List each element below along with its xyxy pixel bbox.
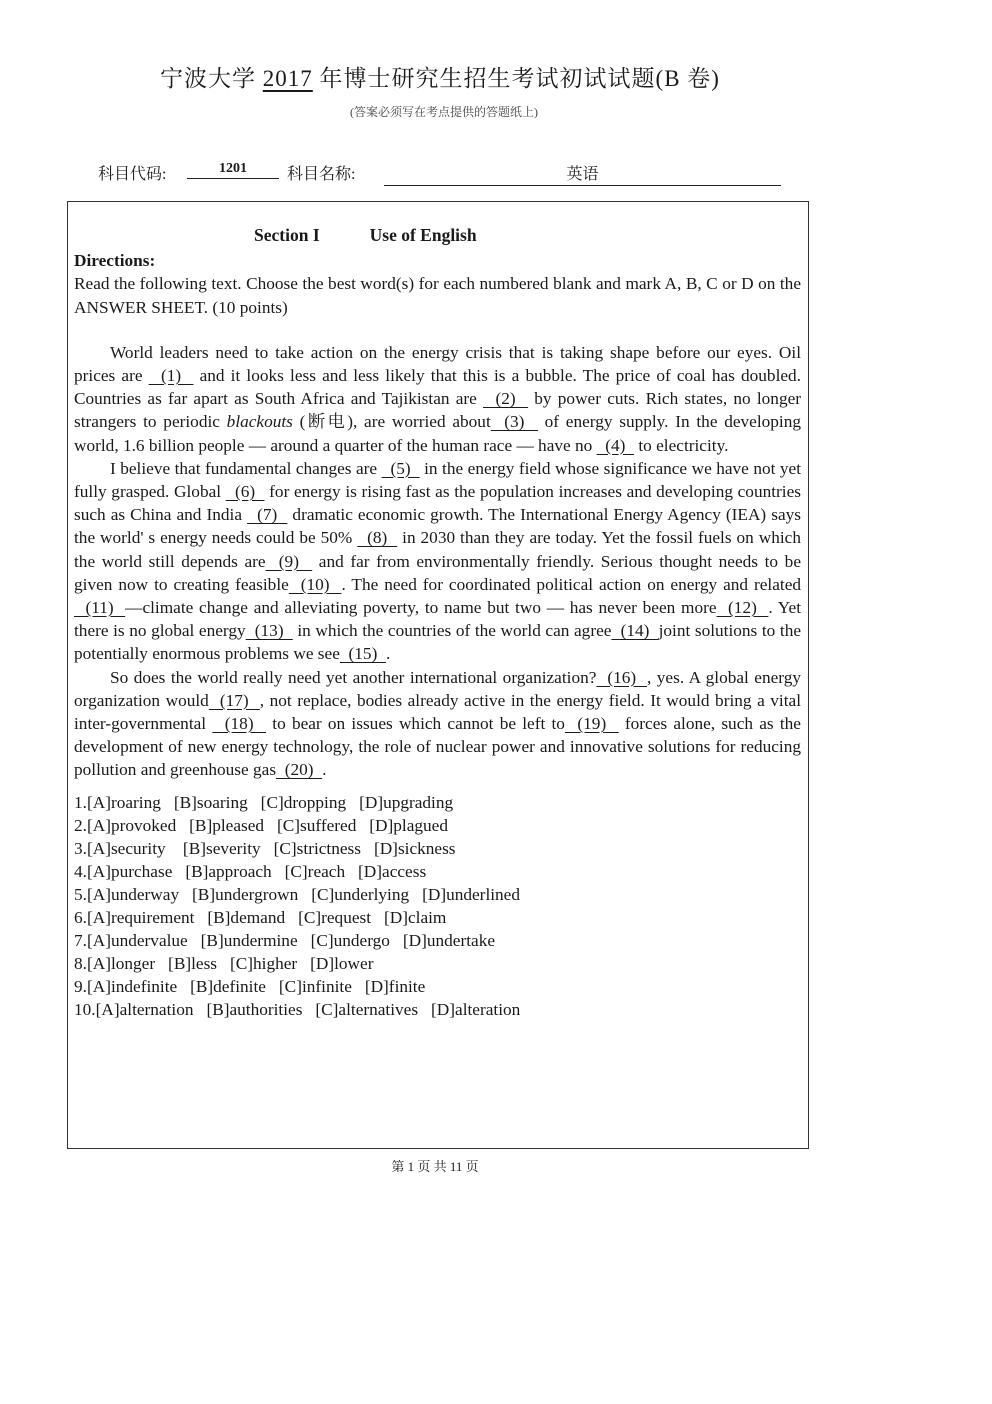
option-row-1: 1.[A]roaring [B]soaring [C]dropping [D]upgrading (74, 792, 454, 812)
passage-paragraph-2: I believe that fundamental changes are (5) in the energy field whose significance we have not yet fully grasped. Global (6) for energy is rising fast as the population increases and developing countries such as China and India (7) dramatic economic growth. The International Energy Agency (IEA) says the world' s energy needs could be 50% (8) in 2030 than they are today. Yet the fossil fuels on which the world still depends are (9) and far from environmentally friendly. Serious thought needs to be given now to creating feasible (10) . The need for coordinated political action on energy and related (11) —climate change and alleviating poverty, to name but two — has never been more (12) . Yet there is no global energy (13) in which the countries of the world can agree (14) joint solutions to the potentially enormous problems we see (15) . (74, 458, 802, 664)
blank-7: (7) (247, 505, 288, 525)
blank-16: (16) (596, 667, 648, 687)
directions-text: Read the following text. Choose the best word(s) for each numbered blank and mark A, B, C or D on the ANSWER SHEET. (10 points) (74, 274, 801, 317)
answer-instruction: (答案必须写在考点提供的答题纸上) (350, 105, 538, 119)
exam-year: 2017 (262, 66, 313, 91)
blank-6: (6) (225, 482, 265, 502)
blank-5: (5) (381, 458, 420, 478)
subject-name-value: 英语 (384, 161, 781, 186)
option-row-9: 9.[A]indefinite [B]definite [C]infinite [D]finite (74, 976, 426, 996)
blank-19: (19) (564, 714, 619, 734)
blank-2: (2) (483, 389, 529, 409)
section-title: Section I (254, 225, 320, 245)
subject-code-value: 1201 (187, 161, 279, 179)
answer-options (74, 791, 801, 1021)
option-row-3: 3.[A]security [B]severity [C]strictness [D]sickness (74, 838, 456, 858)
option-row-2: 2.[A]provoked [B]pleased [C]suffered [D]plagued (74, 815, 448, 835)
subject-code-label: 科目代码: (98, 166, 167, 183)
blank-9: (9) (265, 551, 313, 571)
blank-14: (14) (611, 621, 659, 641)
option-row-8: 8.[A]longer [B]less [C]higher [D]lower (74, 953, 374, 973)
section-heading (74, 224, 801, 247)
option-row-7: 7.[A]undervalue [B]undermine [C]undergo [D]undertake (74, 930, 496, 950)
section-subtitle: Use of English (369, 225, 477, 245)
blank-15: (15) (339, 644, 386, 664)
page-number: 第 1 页 共 11 页 (391, 1159, 479, 1174)
blank-8: (8) (357, 528, 398, 548)
italic-term: blackouts (226, 412, 293, 432)
subject-info (98, 161, 788, 185)
blank-11: (11) (74, 598, 126, 618)
question-content (74, 224, 801, 1021)
blank-4: (4) (596, 435, 635, 455)
directions-label: Directions: (74, 251, 156, 271)
passage-paragraph-3: So does the world really need yet another international organization? (16) , yes. A global energy organization would (17) , not replace, bodies already active in the energy field. It would bring a vital inter-governmental (18) to bear on issues which cannot be left to (19) forces alone, such as the development of new energy technology, the role of nuclear power and innovative solutions for reducing pollution and greenhouse gas (20) . (74, 667, 801, 780)
blank-13: (13) (245, 621, 293, 641)
subject-name-label: 科目名称: (287, 166, 356, 183)
blank-3: (3) (490, 412, 538, 432)
blank-12: (12) (716, 598, 769, 618)
option-row-4: 4.[A]purchase [B]approach [C]reach [D]access (74, 861, 427, 881)
passage-paragraph-1: World leaders need to take action on the energy crisis that is taking shape before our eyes. Oil prices are (1) and it looks less and less likely that this is a bubble. The price of coal has doubled. Countries as far apart as South Africa and Tajikistan are (2) by power cuts. Rich states, no longer strangers to periodic blackouts (断电), are worried about (3) of energy supply. In the developing world, 1.6 billion people — around a quarter of the human race — have no (4) to electricity. (74, 342, 802, 455)
blank-10: (10) (288, 574, 342, 594)
blank-17: (17) (208, 690, 260, 710)
option-row-6: 6.[A]requirement [B]demand [C]request [D]claim (74, 907, 447, 927)
option-row-10: 10.[A]alternation [B]authorities [C]alternatives [D]alteration (74, 999, 521, 1019)
option-row-5: 5.[A]underway [B]undergrown [C]underlying [D]underlined (74, 884, 520, 904)
blank-20: (20) (276, 760, 323, 780)
blank-1: (1) (148, 366, 194, 386)
blank-18: (18) (212, 714, 267, 734)
exam-title: 宁波大学 2017 年博士研究生招生考试初试试题(B 卷) (160, 66, 720, 91)
